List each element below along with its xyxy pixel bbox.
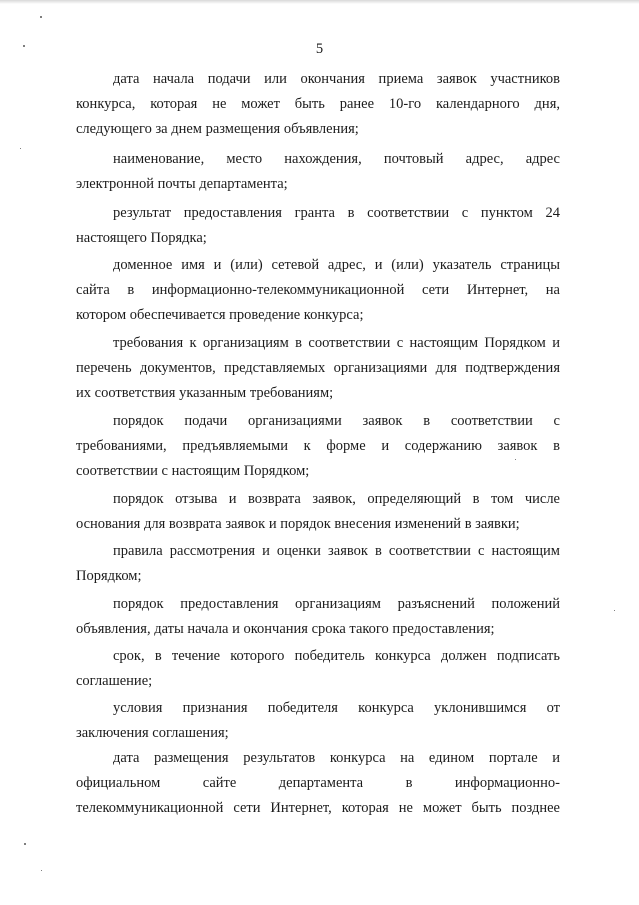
- text-line: соглашение;: [76, 672, 153, 689]
- text-line: соответствии с настоящим Порядком;: [76, 462, 310, 479]
- text-line: заключения соглашения;: [76, 724, 229, 741]
- text-line: наименование, место нахождения, почтовый адрес, адрес: [113, 151, 560, 167]
- text-line: порядок подачи организациями заявок в соответствии с: [113, 413, 560, 429]
- text-line: Порядком;: [76, 567, 142, 584]
- paragraph-organization-requirements: [76, 331, 560, 405]
- text-line: результат предоставления гранта в соответствии с пунктом 24: [113, 205, 560, 221]
- text-line: доменное имя и (или) сетевой адрес, и (или) указатель страницы: [113, 257, 560, 273]
- paragraph-submission-procedure: [76, 409, 560, 483]
- paragraph-withdrawal-procedure: [76, 487, 560, 537]
- scan-speck: [40, 16, 42, 18]
- text-line: перечень документов, представляемых организациями для подтверждения: [76, 359, 560, 376]
- text-line: конкурса, которая не может быть ранее 10-го календарного дня,: [76, 95, 560, 112]
- scan-speck: [24, 843, 26, 845]
- paragraph-department-address: [76, 147, 560, 197]
- paragraph-results-publication: [76, 746, 560, 820]
- paragraph-domain-name: [76, 253, 560, 327]
- text-line: их соответствия указанным требованиям;: [76, 384, 334, 401]
- scan-speck: [23, 45, 25, 47]
- text-line: требованиями, предъявляемыми к форме и содержанию заявок в: [76, 437, 560, 454]
- text-line: официальном сайте департамента в информационно-: [76, 774, 560, 791]
- page-number: 5: [315, 41, 324, 57]
- scan-speck: [515, 459, 516, 460]
- scan-top-edge: [0, 0, 639, 4]
- text-line: дата размещения результатов конкурса на едином портале и: [113, 750, 560, 766]
- text-line: требования к организациям в соответствии с настоящим Порядком и: [113, 335, 560, 351]
- text-line: котором обеспечивается проведение конкурса;: [76, 306, 364, 323]
- text-line: срок, в течение которого победитель конкурса должен подписать: [113, 648, 560, 664]
- text-line: электронной почты департамента;: [76, 175, 288, 192]
- scan-speck: [41, 870, 42, 871]
- paragraph-signing-deadline: [76, 644, 560, 694]
- text-line: настоящего Порядка;: [76, 229, 207, 246]
- text-line: порядок отзыва и возврата заявок, определяющий в том числе: [113, 491, 560, 507]
- text-line: объявления, даты начала и окончания срока такого предоставления;: [76, 620, 495, 637]
- paragraph-evasion-conditions: [76, 696, 560, 746]
- scan-speck: [614, 610, 615, 611]
- scan-speck: [20, 148, 21, 149]
- paragraph-application-dates: [76, 67, 560, 141]
- paragraph-review-rules: [76, 539, 560, 589]
- text-line: правила рассмотрения и оценки заявок в соответствии с настоящим: [113, 543, 560, 559]
- text-line: сайта в информационно-телекоммуникационной сети Интернет, на: [76, 281, 560, 298]
- text-line: порядок предоставления организациям разъяснений положений: [113, 596, 560, 612]
- text-line: телекоммуникационной сети Интернет, которая не может быть позднее: [76, 799, 560, 816]
- text-line: следующего за днем размещения объявления;: [76, 120, 359, 137]
- text-line: основания для возврата заявок и порядок внесения изменений в заявки;: [76, 515, 520, 532]
- text-line: условия признания победителя конкурса уклонившимся от: [113, 700, 560, 716]
- paragraph-grant-result: [76, 201, 560, 251]
- paragraph-clarifications: [76, 592, 560, 642]
- text-line: дата начала подачи или окончания приема заявок участников: [113, 71, 560, 87]
